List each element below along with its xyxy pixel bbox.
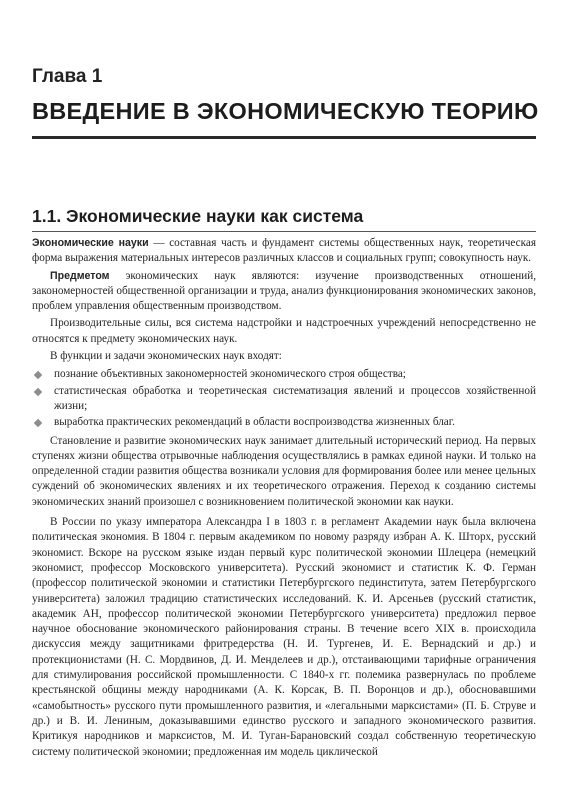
paragraph-subject bbox=[32, 269, 536, 315]
paragraph-productive-forces: Производительные силы, вся система надстройки и надстроечных учреждений непосредственно не относятся к предмету экономических наук. bbox=[32, 317, 536, 345]
paragraph-definition bbox=[32, 236, 536, 267]
paragraph-subject-text: экономических наук являются: изучение производственных отношений, закономерностей общественной организации и труда, анализ функционирования экономических законов, проблем управления общественным производством. bbox=[32, 269, 536, 313]
section-heading-rule bbox=[32, 231, 536, 232]
list-item-text: познание объективных закономерностей экономического строя общества; bbox=[54, 368, 406, 381]
diamond-bullet-icon bbox=[34, 371, 42, 379]
term-economic-sciences: Экономические науки bbox=[32, 237, 149, 249]
diamond-bullet-icon bbox=[34, 387, 42, 395]
term-subject: Предметом bbox=[50, 269, 110, 282]
list-item-text: выработка практических рекомендаций в области воспроизводства жизненных благ. bbox=[54, 416, 455, 429]
chapter-title: ВВЕДЕНИЕ В ЭКОНОМИЧЕСКУЮ ТЕОРИЮ bbox=[32, 98, 539, 124]
list-item bbox=[32, 415, 536, 430]
list-item bbox=[32, 384, 536, 415]
chapter-label: Глава 1 bbox=[32, 66, 103, 87]
list-item-text: статистическая обработка и теоретическая систематизация явлений и процессов хозяйственной жизни; bbox=[54, 384, 536, 412]
paragraph-history: Становление и развитие экономических наук занимает длительный исторический период. На первых ступенях жизни общества отрывочные наблюдения осуществлялись в рамках единой науки. И только на определенной стадии развития общества возникали условия для формирования более или менее цельных суждений об экономических явлениях и их теоретического отражения. Переход к созданию системы экономических знаний произошел с возникновением политической экономии как науки. bbox=[32, 434, 536, 508]
paragraph-functions-intro: В функции и задачи экономических наук входят: bbox=[50, 350, 282, 363]
paragraph-definition-text: — составная часть и фундамент системы общественных наук, теоретическая форма выражения материальных интересов различных классов и социальных групп; совокупность наук. bbox=[32, 237, 536, 265]
functions-list bbox=[32, 367, 536, 430]
section-heading: 1.1. Экономические науки как система bbox=[32, 206, 364, 226]
paragraph-russia: В России по указу императора Александра I в 1803 г. в регламент Академии наук была включена политическая экономия. В 1804 г. первым академиком по новому разряду избран А. К. Шторх, русский экономист. Вскоре на русском языке издан первый курс политической экономии Шлецера (немецкий экономист, профессор Московского университета). Русский экономист и статистик К. Ф. Герман (профессор политической экономии и статистики Петербургского пединститута, затем Петербургского университета) заложил традицию статистических исследований. К. И. Арсеньев (русский статистик, академик АН, профессор политической экономии Петербургского университета) предложил первое научное обоснование экономического районирования страны. В течение всего XIX в. происходила дискуссия между защитниками фритредерства (Н. И. Тургенев, И. Е. Вернадский и др.) и протекционистами (Н. С. Мордвинов, Д. И. Менделеев и др.), отстаивающими тарифные ограничения для стимулирования российской промышленности. С 1840-х гг. полемика развернулась по проблеме крестьянской общины между народниками (А. К. Корсак, В. П. Воронцов и др.), обосновавшими «самобытность» русского пути промышленного развития, и «легальными марксистами» (П. Б. Струве и др.) и В. И. Лениным, доказывавшими единство русского и западного экономического развития. Критикуя народников и марксистов, М. И. Туган-Барановский создал собственную теоретическую систему политической экономии; предложенная им модель циклической bbox=[32, 516, 536, 758]
list-item bbox=[32, 367, 536, 382]
body-text bbox=[32, 236, 536, 762]
diamond-bullet-icon bbox=[34, 419, 42, 427]
chapter-title-rule bbox=[32, 136, 536, 139]
